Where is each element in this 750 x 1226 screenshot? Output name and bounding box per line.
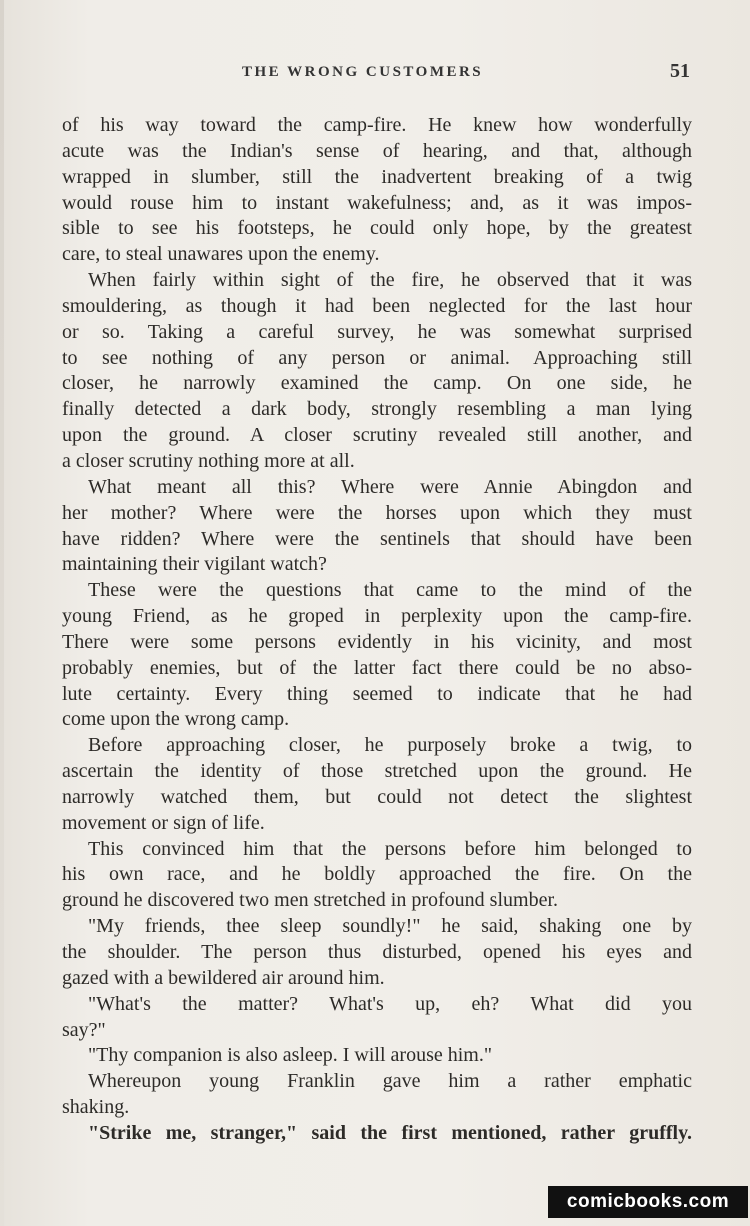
text-line: There were some persons evidently in his vicinity, and most	[62, 630, 692, 653]
text-line: maintaining their vigilant watch?	[62, 553, 327, 576]
text-line: to see nothing of any person or animal. Approaching still	[62, 346, 692, 369]
text-line: Before approaching closer, he purposely broke a twig, to	[88, 734, 692, 757]
text-line: have ridden? Where were the sentinels that should have been	[62, 527, 692, 550]
text-line: gazed with a bewildered air around him.	[62, 966, 385, 989]
text-line: movement or sign of life.	[62, 811, 265, 834]
text-line: This convinced him that the persons before him belonged to	[88, 837, 692, 860]
text-line: wrapped in slumber, still the inadvertent breaking of a twig	[62, 165, 692, 188]
text-line: What meant all this? Where were Annie Abingdon and	[88, 475, 692, 498]
text-line: "My friends, thee sleep soundly!" he said, shaking one by	[88, 915, 692, 938]
text-line: finally detected a dark body, strongly resembling a man lying	[62, 398, 692, 421]
text-line: the shoulder. The person thus disturbed, opened his eyes and	[62, 941, 692, 963]
text-line: lute certainty. Every thing seemed to indicate that he had	[62, 682, 692, 705]
text-line: young Friend, as he groped in perplexity upon the camp-fire.	[62, 605, 692, 628]
text-line: "Strike me, stranger," said the first mentioned, rather gruffly.	[88, 1121, 692, 1144]
text-line: a closer scrutiny nothing more at all.	[62, 449, 355, 472]
text-line: care, to steal unawares upon the enemy.	[62, 243, 380, 266]
text-line: his own race, and he boldly approached the fire. On the	[62, 863, 692, 886]
page-number: 51	[670, 60, 690, 82]
text-line: smouldering, as though it had been neglected for the last hour	[62, 294, 692, 317]
text-line: her mother? Where were the horses upon which they must	[62, 501, 692, 524]
page-header	[0, 58, 750, 88]
text-line: When fairly within sight of the fire, he observed that it was	[88, 269, 692, 292]
text-line: upon the ground. A closer scrutiny revealed still another, and	[62, 424, 692, 447]
text-line: These were the questions that came to the mind of the	[88, 579, 692, 602]
text-line: or so. Taking a careful survey, he was somewhat surprised	[62, 320, 692, 343]
body-text	[62, 113, 692, 1147]
text-line: come upon the wrong camp.	[62, 708, 290, 731]
text-line: shaking.	[62, 1096, 130, 1119]
text-line: sible to see his footsteps, he could only hope, by the greatest	[62, 217, 692, 240]
text-line: ascertain the identity of those stretched upon the ground. He	[62, 760, 692, 783]
text-line: "What's the matter? What's up, eh? What did you	[88, 992, 692, 1015]
text-line: acute was the Indian's sense of hearing, and that, although	[62, 139, 692, 162]
text-line: Whereupon young Franklin gave him a rather emphatic	[88, 1070, 692, 1093]
text-line: probably enemies, but of the latter fact there could be no abso-	[62, 656, 692, 679]
text-line: "Thy companion is also asleep. I will arouse him."	[88, 1044, 493, 1067]
text-line: would rouse him to instant wakefulness; and, as it was impos-	[62, 191, 692, 214]
running-title: THE WRONG CUSTOMERS	[242, 64, 484, 80]
text-line: say?"	[62, 1018, 106, 1041]
text-line: closer, he narrowly examined the camp. On one side, he	[62, 372, 692, 395]
text-line: narrowly watched them, but could not detect the slightest	[62, 785, 692, 808]
page-edge	[0, 0, 4, 1226]
watermark-logo: comicbooks.com	[548, 1186, 748, 1218]
text-line: of his way toward the camp-fire. He knew how wonderfully	[62, 114, 692, 136]
text-line: ground he discovered two men stretched in profound slumber.	[62, 889, 558, 912]
